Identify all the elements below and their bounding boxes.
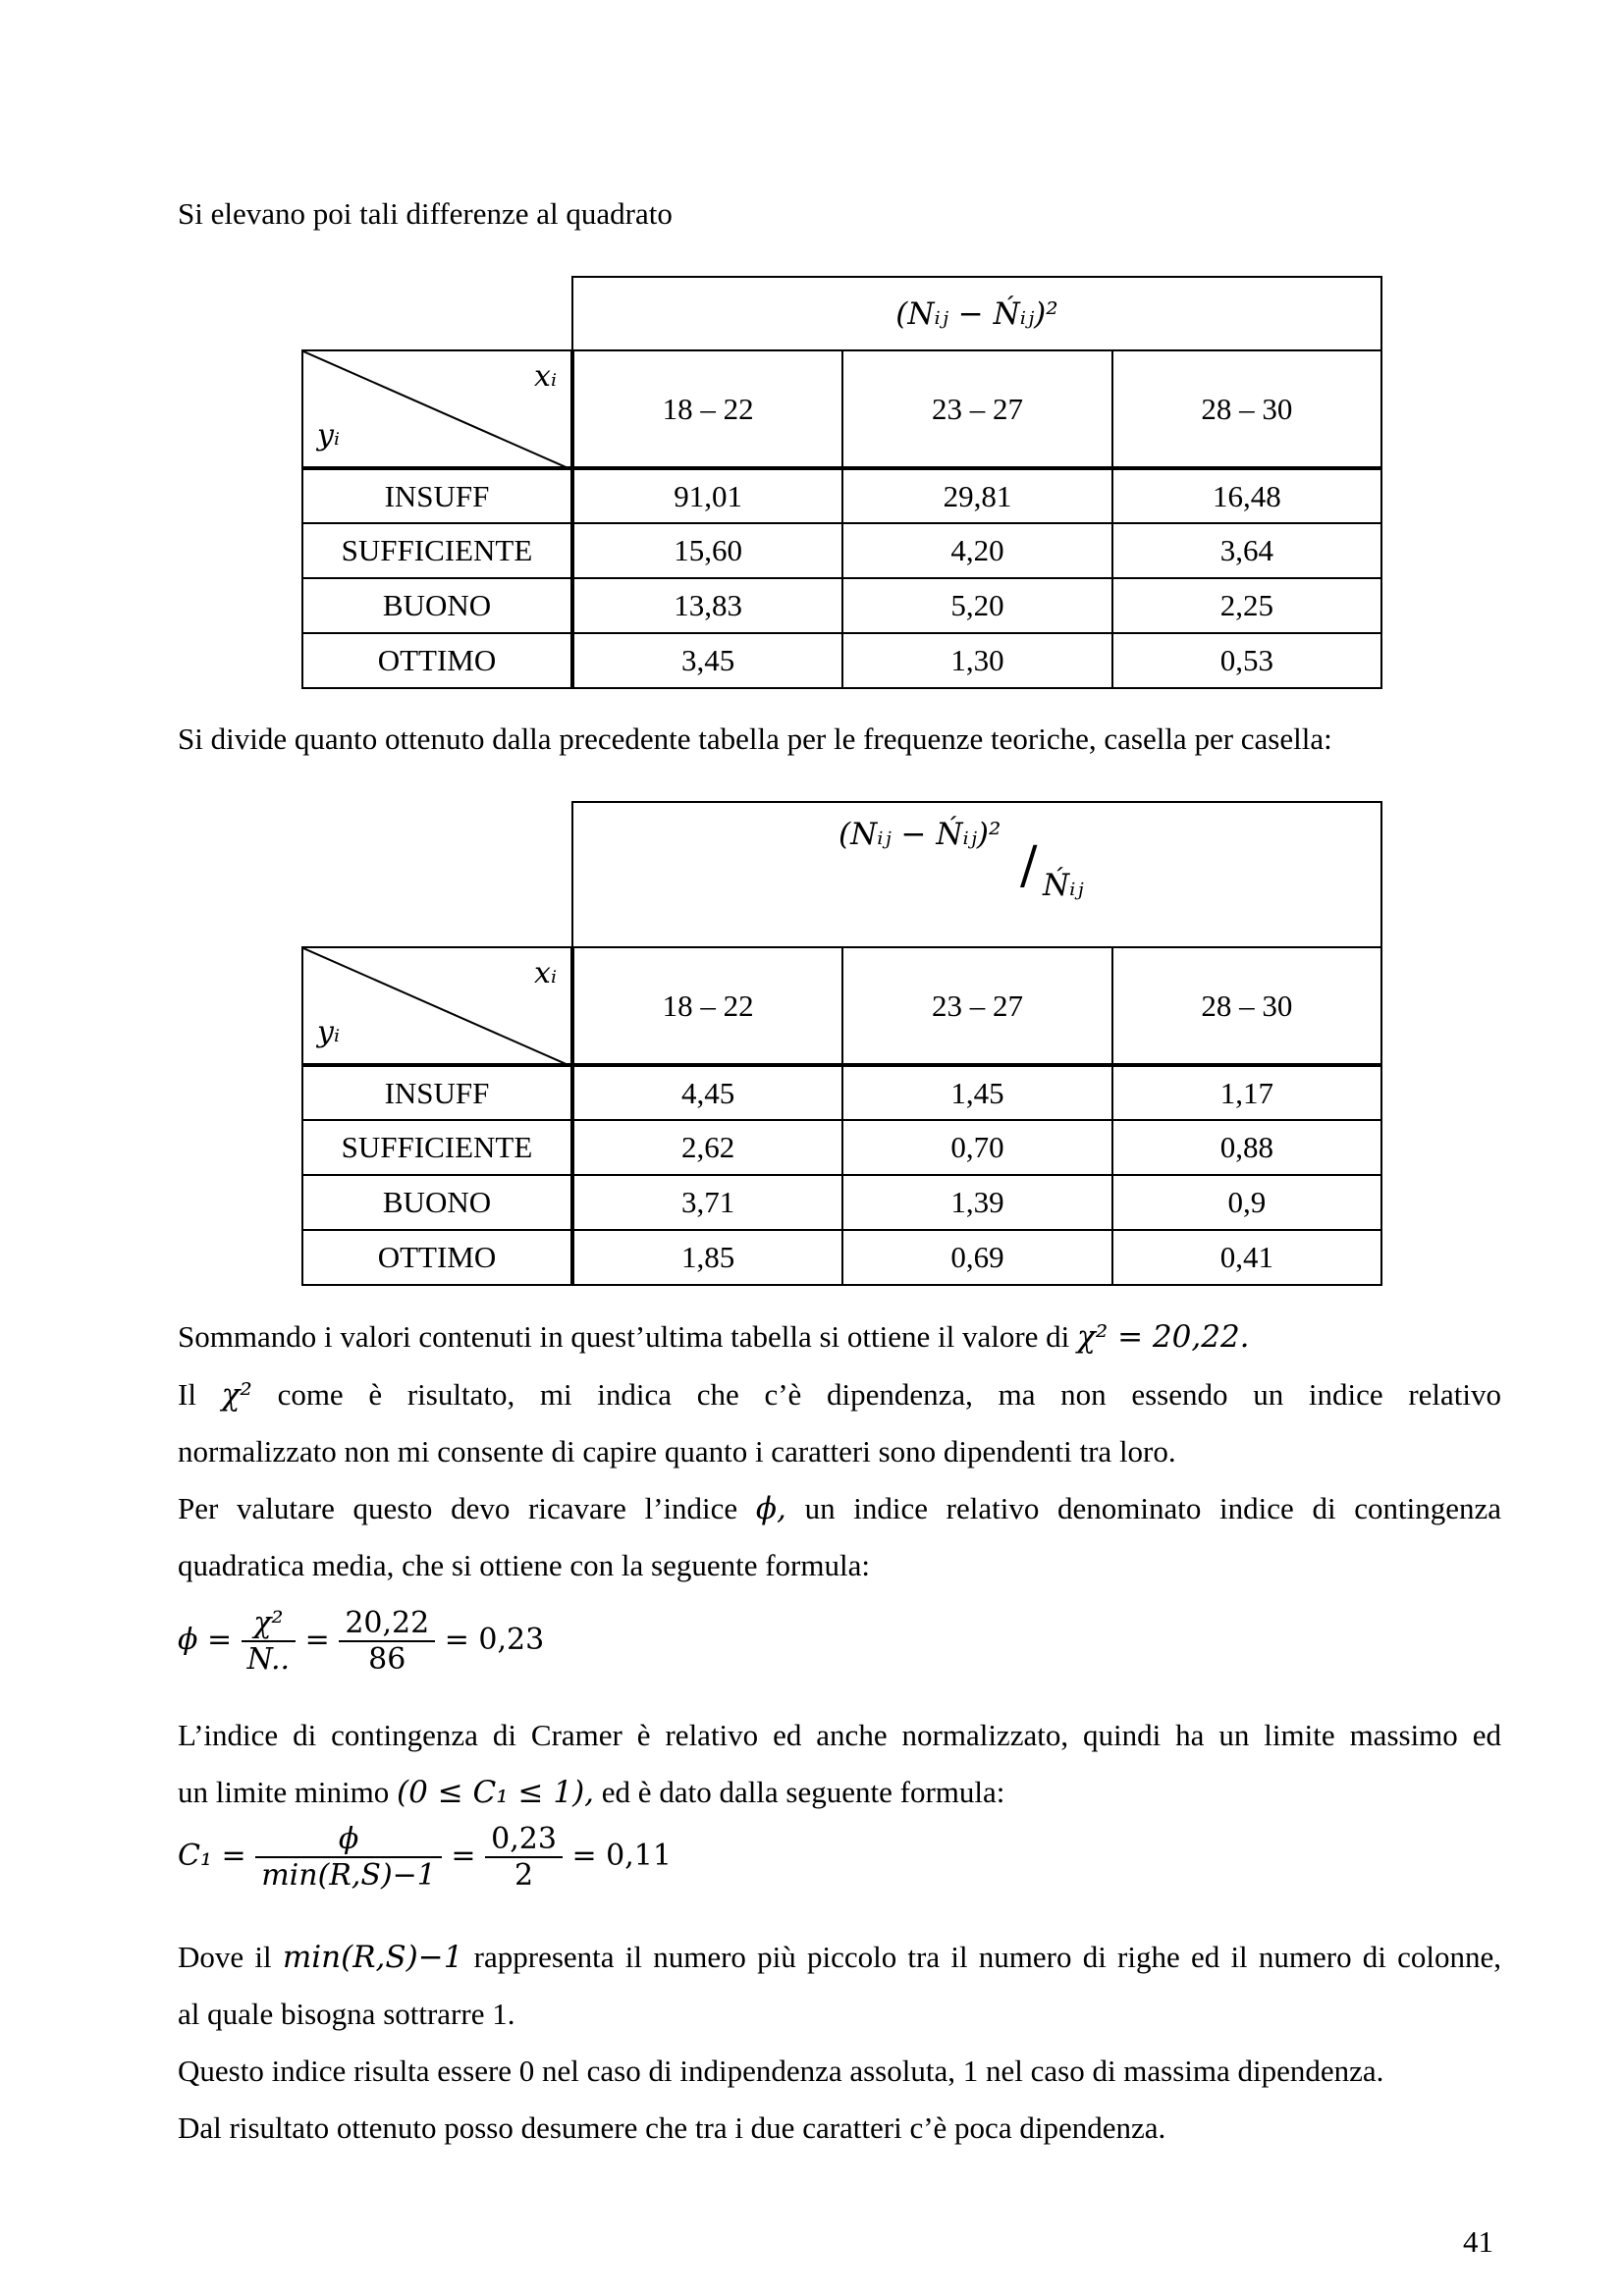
table2-col-2: 23 – 27 (842, 947, 1111, 1065)
table-row: BUONO 3,71 1,39 0,9 (302, 1175, 1381, 1230)
table2-header-numerator: (Nᵢⱼ − Ńᵢⱼ)² (839, 817, 1001, 852)
paragraph-min-line1: Dove il min(R,S)−1 rappresenta il numero più piccolo tra il numero di righe ed il numero di colonne, (178, 1940, 1502, 1975)
paragraph-phi-line2: quadratica media, che si ottiene con la seguente formula: (178, 1548, 870, 1582)
table2-col-3: 28 – 30 (1112, 947, 1381, 1065)
paragraph-cramer-line2: un limite minimo (0 ≤ C₁ ≤ 1), ed è dato dalla seguente formula: (178, 1775, 1005, 1810)
table1-col-2: 23 – 27 (842, 350, 1111, 468)
table-row: INSUFF 91,01 29,81 16,48 (302, 468, 1381, 523)
xi-label: xᵢ (534, 956, 557, 990)
table-row: SUFFICIENTE 15,60 4,20 3,64 (302, 523, 1381, 578)
table1-header: (Nᵢⱼ − Ńᵢⱼ)² (895, 295, 1058, 332)
formula-cramer: C₁ = $\frac{\phi}{\min(R,S)-1}$ = $\frac{0,23}{2}$ = 0,11 (178, 1822, 672, 1893)
table-row: SUFFICIENTE 2,62 0,70 0,88 (302, 1120, 1381, 1175)
table-normalized-differences (301, 801, 1382, 1286)
intro-text-2: Si divide quanto ottenuto dalla precedente tabella per le frequenze teoriche, casella per casella: (178, 721, 1332, 756)
intro-text-1: Si elevano poi tali differenze al quadrato (178, 196, 673, 231)
table-row: OTTIMO 3,45 1,30 0,53 (302, 633, 1381, 688)
paragraph-chi-meaning-line1: Il χ² come è risultato, mi indica che c’è dipendenza, ma non essendo un indice relativo (178, 1377, 1502, 1413)
paragraph-chi-square: Sommando i valori contenuti in quest’ultima tabella si ottiene il valore di χ² = 20,22. (178, 1319, 1250, 1355)
paragraph-phi-line1: Per valutare questo devo ricavare l’indice ϕ, un indice relativo denominato indice di contingenza (178, 1491, 1502, 1526)
yi-label: yᵢ (317, 418, 340, 453)
table-row: BUONO 13,83 5,20 2,25 (302, 578, 1381, 633)
paragraph-index-range: Questo indice risulta essere 0 nel caso di indipendenza assoluta, 1 nel caso di massima dipendenza. (178, 2054, 1384, 2088)
table2-col-1: 18 – 22 (572, 947, 842, 1065)
table-row: INSUFF 4,45 1,45 1,17 (302, 1065, 1381, 1120)
paragraph-conclusion: Dal risultato ottenuto posso desumere che tra i due caratteri c’è poca dipendenza. (178, 2110, 1166, 2145)
table1-col-3: 28 – 30 (1112, 350, 1381, 468)
table1-diagonal-cell (302, 350, 572, 468)
paragraph-cramer-line1: L’indice di contingenza di Cramer è relativo ed anche normalizzato, quindi ha un limite massimo ed (178, 1718, 1501, 1752)
diagonal-line-icon (303, 351, 570, 469)
paragraph-min-line2: al quale bisogna sottrarre 1. (178, 1997, 515, 2031)
formula-phi: ϕ = $\frac{\text{χ²}}{N..}$ = $\frac{20,22}{86}$ = 0,23 (178, 1606, 545, 1677)
table-row: OTTIMO 1,85 0,69 0,41 (302, 1230, 1381, 1285)
xi-label: xᵢ (534, 359, 557, 394)
table2-header-denominator: Ńᵢⱼ (1043, 868, 1084, 903)
paragraph-chi-meaning-line2: normalizzato non mi consente di capire quanto i caratteri sono dipendenti tra loro. (178, 1434, 1176, 1468)
diagonal-line-icon (303, 948, 570, 1066)
table-squared-differences (301, 276, 1382, 689)
page-number: 41 (1463, 2224, 1493, 2259)
table1-col-1: 18 – 22 (572, 350, 842, 468)
table2-diagonal-cell (302, 947, 572, 1065)
fraction-slash: / (1020, 836, 1038, 895)
yi-label: yᵢ (317, 1015, 340, 1049)
